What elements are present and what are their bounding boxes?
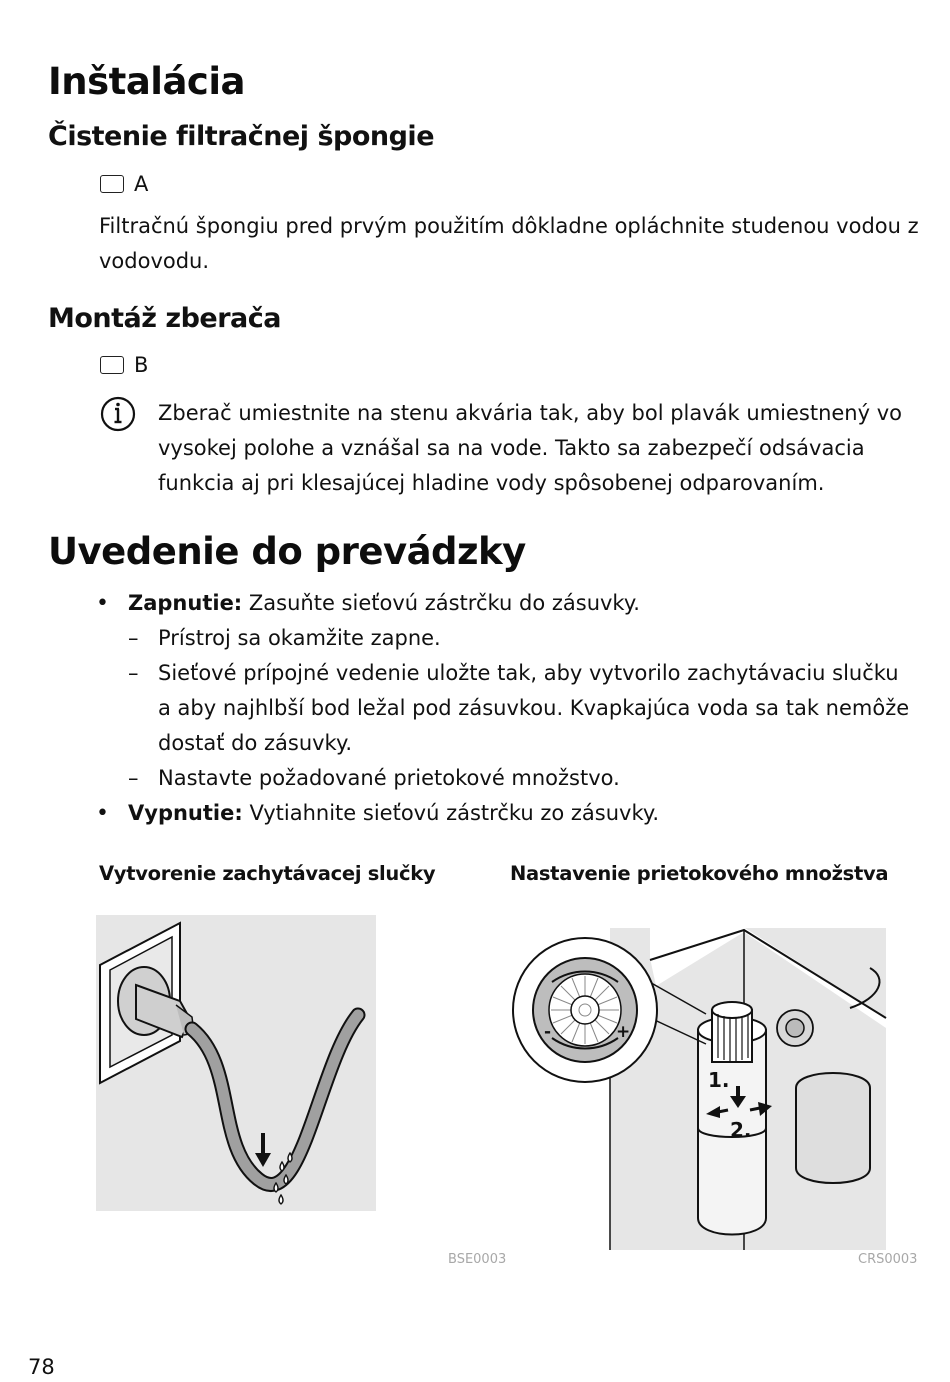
figure-ref-a xyxy=(100,170,148,198)
dash-marker: – xyxy=(128,626,139,650)
drip-loop-illustration xyxy=(96,915,381,1219)
list-item xyxy=(96,586,916,621)
info-icon xyxy=(99,395,137,437)
list-subitem xyxy=(96,656,916,761)
figure-code-left: BSE0003 xyxy=(448,1252,507,1267)
heading-sponge-cleaning: Čistenie filtračnej špongie xyxy=(48,121,435,152)
box-icon xyxy=(100,356,124,374)
minus-label: - xyxy=(544,1022,552,1042)
step-2-label: 2. xyxy=(730,1118,752,1142)
subitem-text: Nastavte požadované prietokové množstvo. xyxy=(158,766,620,790)
figure-ref-b xyxy=(100,351,148,379)
figure-ref-label: A xyxy=(134,172,149,196)
figure-ref-label: B xyxy=(134,353,149,377)
plus-label: + xyxy=(616,1022,631,1042)
heading-operation: Uvedenie do prevádzky xyxy=(48,530,526,573)
sponge-instruction: Filtračnú špongiu pred prvým použitím dôkladne opláchnite studenou vodou z vodovodu. xyxy=(99,214,919,273)
step-1-label: 1. xyxy=(708,1068,730,1092)
operation-list xyxy=(96,586,916,831)
figure-code-right: CRS0003 xyxy=(858,1252,918,1267)
switch-off-text: Vytiahnite sieťovú zástrčku zo zásuvky. xyxy=(242,801,660,825)
dash-marker: – xyxy=(128,766,139,790)
switch-on-text: Zasuňte sieťovú zástrčku do zásuvky. xyxy=(242,591,640,615)
bullet-marker: • xyxy=(96,801,109,826)
switch-on-label: Zapnutie: xyxy=(128,591,243,615)
subitem-text: Prístroj sa okamžite zapne. xyxy=(158,626,441,650)
flow-adjustment-illustration xyxy=(510,918,890,1258)
list-item xyxy=(96,796,916,831)
collector-info-note: Zberač umiestnite na stenu akvária tak, aby bol plavák umiestnený vo vysokej polohe a vznášal sa na vode. Takto sa zabezpečí odsávacia funkcia aj pri klesajúcej hladine vody spôsobenej odparovaním. xyxy=(158,401,902,495)
box-icon xyxy=(100,175,124,193)
figure-caption-flow: Nastavenie prietokového množstva xyxy=(510,862,889,885)
page-number: 78 xyxy=(28,1355,55,1379)
page-title: Inštalácia xyxy=(48,60,246,103)
subitem-text: Sieťové prípojné vedenie uložte tak, aby vytvorilo zachytávaciu slučku a aby najhlbší bod ležal pod zásuvkou. Kvapkajúca voda sa tak nemôže dostať do zásuvky. xyxy=(158,661,910,755)
dash-marker: – xyxy=(128,661,139,685)
switch-off-label: Vypnutie: xyxy=(128,801,243,825)
bullet-marker: • xyxy=(96,591,109,616)
list-subitem xyxy=(96,621,916,656)
heading-collector-mounting: Montáž zberača xyxy=(48,303,281,334)
list-subitem xyxy=(96,761,916,796)
figure-caption-loop: Vytvorenie zachytávacej slučky xyxy=(99,862,436,885)
